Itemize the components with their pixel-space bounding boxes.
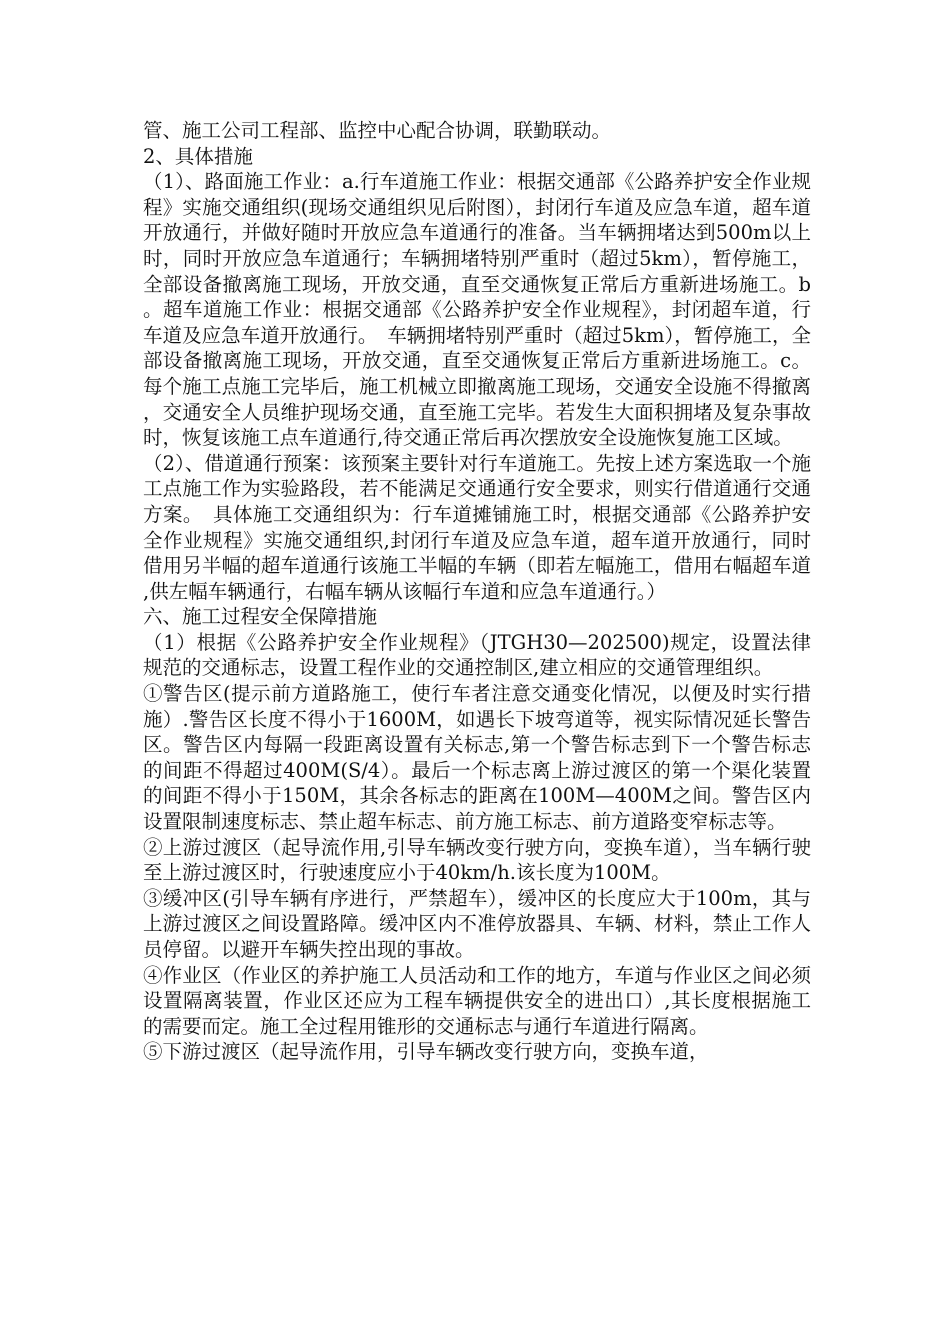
paragraph-work-zone: ④作业区（作业区的养护施工人员活动和工作的地方，车道与作业区之间必须设置隔离装置，作业区还应为工程车辆提供安全的进出口）,其长度根据施工的需要而定。施工全过程用锥形的交通标志与通行车道进行隔离。 [143, 963, 811, 1038]
paragraph-warning-zone: ①警告区(提示前方道路施工，使行车者注意交通变化情况，以便及时实行措施）.警告区长度不得小于1600M，如遇长下坡弯道等，视实际情况延长警告区。警告区内每隔一段距离设置有关标志,第一个警告标志到下一个警告标志的间距不得超过400M(S/4）。最后一个标志离上游过渡区的第一个渠化装置的间距不得小于150M，其余各标志的距离在100M—400M之间。警告区内设置限制速度标志、禁止超车标志、前方施工标志、前方道路变窄标志等。 [143, 682, 811, 834]
paragraph-downstream-transition: ⑤下游过渡区（起导流作用，引导车辆改变行驶方向，变换车道， [143, 1040, 709, 1064]
paragraph-buffer-zone: ③缓冲区(引导车辆有序进行，严禁超车），缓冲区的长度应大于100m，其与上游过渡区之间设置路障。缓冲区内不准停放器具、车辆、材料，禁止工作人员停留。以避开车辆失控出现的事故。 [143, 886, 811, 961]
paragraph-regulation: （1）根据《公路养护安全作业规程》（JTGH30—202500)规定，设置法律规范的交通标志，设置工程作业的交通控制区,建立相应的交通管理组织。 [143, 630, 811, 680]
paragraph-continuation: 管、施工公司工程部、监控中心配合协调，联勤联动。 [143, 119, 612, 142]
section-heading-specific-measures: 2、具体措施 [143, 144, 253, 168]
paragraph-road-construction: （1）、路面施工作业：a.行车道施工作业：根据交通部《公路养护安全作业规程》实施交通组织(现场交通组织见后附图），封闭行车道及应急车道，超车道开放通行，并做好随时开放应急车道通行的准备。当车辆拥堵达到500m以上时，同时开放应急车道通行；车辆拥堵特别严重时（超过5km），暂停施工，全部设备撤离施工现场，开放交通，直至交通恢复正常后方重新进场施工。b。超车道施工作业：根据交通部《公路养护安全作业规程》，封闭超车道，行车道及应急车道开放通行。 车辆拥堵特别严重时（超过5km），暂停施工，全部设备撤离施工现场，开放交通，直至交通恢复正常后方重新进场施工。c。每个施工点施工完毕后，施工机械立即撤离施工现场，交通安全设施不得撤离，交通安全人员维护现场交通，直至施工完毕。若发生大面积拥堵及复杂事故时，恢复该施工点车道通行,待交通正常后再次摆放安全设施恢复施工区域。 [143, 170, 811, 450]
document-body [143, 118, 811, 1065]
paragraph-borrow-lane-plan: （2）、借道通行预案：该预案主要针对行车道施工。先按上述方案选取一个施工点施工作为实验路段，若不能满足交通通行安全要求，则实行借道通行交通方案。 具体施工交通组织为：行车道摊铺施工时，根据交通部《公路养护安全作业规程》实施交通组织,封闭行车道及应急车道，超车道开放通行，同时借用另半幅的超车道通行该施工半幅的车辆（即若左幅施工，借用右幅超车道,供左幅车辆通行，右幅车辆从该幅行车道和应急车道通行。） [143, 451, 811, 603]
paragraph-upstream-transition: ②上游过渡区（起导流作用,引导车辆改变行驶方向，变换车道），当车辆行驶至上游过渡区时，行驶速度应小于40km/h.该长度为100M。 [143, 835, 811, 885]
section-heading-safety-measures: 六、施工过程安全保障措施 [143, 605, 378, 629]
